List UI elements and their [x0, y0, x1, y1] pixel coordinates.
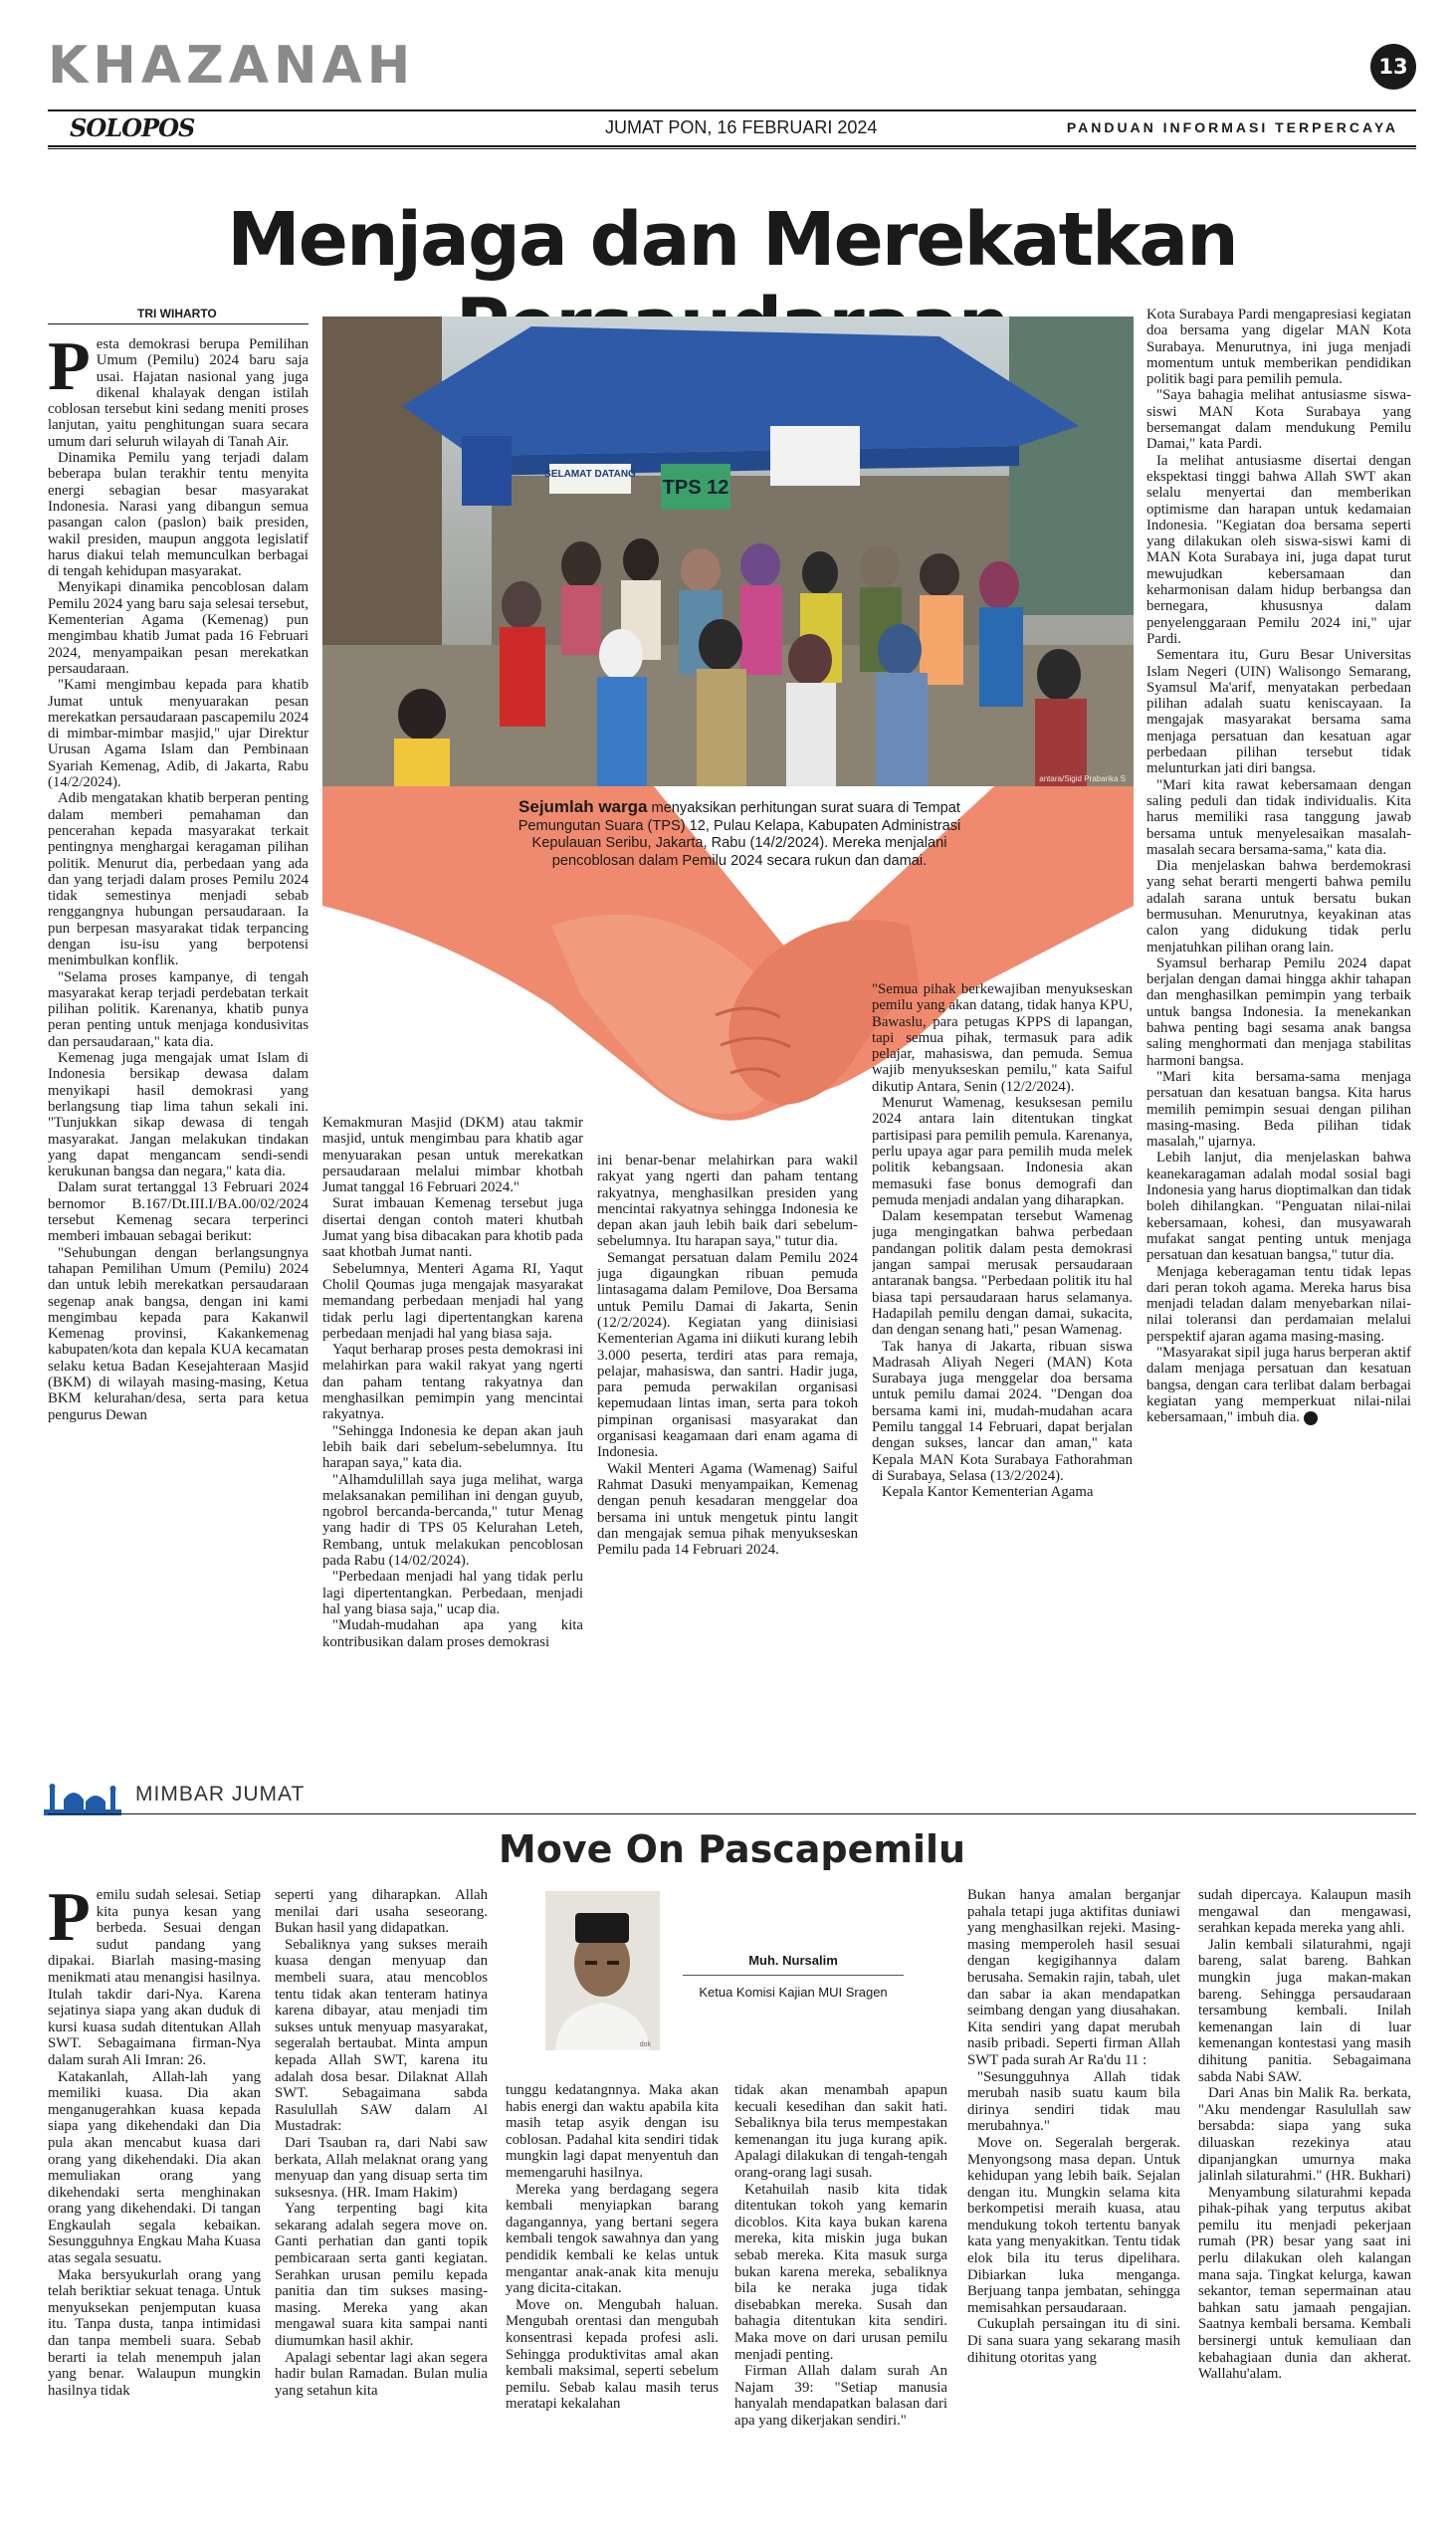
- paragraph: Cukuplah persaingan itu di sini. Di sana suara yang sekarang masih dihitung otoritas yang: [967, 2316, 1180, 2366]
- paragraph: Move on. Mengubah haluan. Mengubah orentasi dan mengubah konsentrasi kepada profesi asli. Sehingga produktivitas amal akan kembali maksimal, seperti sebelum pemilu. Sebab kalau masih terus meratapi kekalahan: [506, 2296, 719, 2413]
- paragraph: esta demokrasi berupa Pemilihan Umum (Pemilu) 2024 baru saja usai. Hajatan nasional yang juga dikenal khalayak dengan istilah coblosan tersebut kini sedang meniti proses lanjutan, yaitu penghitungan suara secara umum dari seluruh wilayah di Tanah Air.: [48, 336, 309, 450]
- paragraph: "Sehingga Indonesia ke depan akan jauh lebih baik dari sebelum-sebelumnya. Itu harapan saya," kata dia.: [322, 1422, 583, 1472]
- paragraph: Dinamika Pemilu yang terjadi dalam beberapa bulan terakhir tentu menyita energi sebagian besar masyarakat Indonesia. Narasi yang dibangun semua pasangan calon (paslon) baik presiden, wakil presiden, maupun anggota legislatif harus diakui telah memunculkan berbagai di tengah kehidupan masyarakat.: [48, 450, 309, 580]
- author-role: Ketua Komisi Kajian MUI Sragen: [699, 1985, 888, 2000]
- sign-welcome-text: SELAMAT DATANG: [544, 469, 636, 480]
- section-rule: [48, 1813, 1416, 1814]
- column2-text-1: [48, 1887, 261, 2524]
- paragraph: Yang terpenting bagi kita sekarang adalah segera move on. Ganti perhatian dan ganti topik pembicaraan serta ganti kegiatan. Serahkan urusan pemilu kepada panitia dan tim sukses masing-masing. Mereka yang akan mengawal suara kita sampai nanti diumumkan hasil akhir.: [275, 2201, 488, 2350]
- masthead-double-rule: [48, 145, 1416, 149]
- paragraph: "Selama proses kampanye, di tengah masyarakat kerap terjadi perdebatan terkait pilihan politik. Karenanya, khatib punya peran penting untuk menjaga kondusivitas dan persaudaraan," kata dia.: [48, 968, 309, 1050]
- paragraph: Wakil Menteri Agama (Wamenag) Saiful Rahmat Dasuki menyampaikan, Kemenag dengan penuh kesadaran menggelar doa bersama ini untuk mengetuk pintu langit dan mengajak semua pihak menyukseskan Pemilu pada 14 Februari 2024.: [597, 1460, 858, 1559]
- mosque-skyline-icon: [44, 1780, 121, 1815]
- paragraph: Menurut Wamenag, kesuksesan pemilu 2024 antara lain ditentukan tingkat partisipasi para pemilih pemula. Karenanya, perlu upaya agar para pemilih muda melek politik kebangsaan. Indonesia akan memasuki fase bonus demografi dan pemuda menjadi andalan yang diharapkan.: [872, 1095, 1133, 1208]
- photo-credit: antara/Sigid Prabarika S: [1039, 774, 1126, 783]
- paragraph: Maka bersyukurlah orang yang telah beriktiar sekuat tenaga. Untuk menyuksekan penjemputan kuasa itu. Tanpa dusta, tanpa intimidasi dan tanpa membeli suara. Sebab berarti ia telah menempuh jalan yang benar. Walaupun mungkin hasilnya tidak: [48, 2266, 261, 2399]
- paragraph: Dia menjelaskan bahwa berdemokrasi yang sehat berarti mengerti bahwa pemilu adalah sarana untuk bersatu bukan bermusuhan. Menurutnya, keyakinan atas calon yang didukung tidak perlu menjatuhkan pilihan orang lain.: [1146, 858, 1411, 956]
- paragraph: Tak hanya di Jakarta, ribuan siswa Madrasah Aliyah Negeri (MAN) Kota Surabaya juga menggelar doa bersama untuk pemilu damai 2024. "Dengan doa bersama kami ini, mudah-mudahan acara Pemilu tanggal 14 Februari, dapat berjalan dengan sukses, lancar dan aman," kata Kepala MAN Kota Surabaya Fathorahman di Surabaya, Selasa (13/2/2024).: [872, 1338, 1133, 1484]
- mimbar-section-label: MIMBAR JUMAT: [135, 1783, 306, 1805]
- paragraph: Apalagi sebentar lagi akan segera hadir bulan Ramadan. Bulan mulia yang setahun kita: [275, 2349, 488, 2399]
- caption-text: menyaksikan perhitungan surat suara di Tempat Pemungutan Suara (TPS) 12, Pulau Kelapa, Kabupaten Administrasi Kepulauan Seribu, Jakarta, Rabu (14/2/2024). Mereka menjalani pencoblosan dalam Pemilu 2024 secara rukun dan damai.: [518, 800, 961, 869]
- paragraph: Katakanlah, Allah-lah yang memiliki kuasa. Dia akan menganugerahkan kuasa kepada siapa yang dikehendaki dan Dia pula akan mencabut kuasa dari orang yang dikehendaki. Dia akan memuliakan orang yang dikehendaki serta menghinakan orang yang dikehendaki. Di tangan Engkaulah segala kebaikan. Sesungguhnya Engkau Maha Kuasa atas segala sesuatu.: [48, 2068, 261, 2267]
- paragraph: Lebih lanjut, dia menjelaskan bahwa keanekaragaman adalah modal sosial bagi Indonesia yang harus dioptimalkan dan tidak boleh dihilangkan. "Penguatan nilai-nilai kebersamaan, kohesi, dan musyawarah mufakat sangat penting untuk menjaga persatuan dan kesatuan bangsa," tutur dia.: [1146, 1150, 1411, 1264]
- paragraph: Ia melihat antusiasme disertai dengan ekspektasi tinggi bahwa Allah SWT akan selalu menyertai dan memberikan optimisme dan harapan untuk kedamaian Indonesia. "Kegiatan doa bersama seperti yang dilakukan oleh siswa-siswi kami di MAN Kota Surabaya ini, juga dapat turut mewujudkan kebersamaan dan keharmonisan dalam hidup berbangsa dan bernegara, khususnya dalam penyelenggaraan Pemilu 2024 ini," ujar Pardi.: [1146, 452, 1411, 647]
- paragraph: Mereka yang berdagang segera kembali menyiapkan barang dagangannya, yang bertani segera kembali tengok sawahnya dan yang pendidik kembali ke kelas untuk mengantar anak-anak kita menuju yang dicita-citakan.: [506, 2181, 719, 2297]
- column2-text-6: [1198, 1887, 1411, 2524]
- paragraph: Syamsul berharap Pemilu 2024 dapat berjalan dengan damai hingga akhir tahapan dan menghasilkan pemimpin yang terbaik untuk bangsa Indonesia. Ia menekankan bahwa penting bagi sesama anak bangsa saling menghormati dan menjaga stabilitas harmoni bangsa.: [1146, 955, 1411, 1069]
- byline: TRI WIHARTO: [137, 307, 217, 320]
- paragraph: Adib mengatakan khatib berperan penting dalam memberi pemahaman dan pencerahan kepada masyarakat terkait pentingnya menghargai keragaman pilihan politik. Menurut dia, perbedaan yang ada dan yang terjadi dalam proses Pemilu 2024 tidak semestinya menjadi sebab renggangnya hubungan persaudaraan. Ia pun berpesan masyarakat tidak terpancing dengan isu-isu yang berpotensi menimbulkan konflik.: [48, 790, 309, 969]
- paragraph: "Mari kita rawat kebersamaan dengan saling peduli dan tidak individualis. Kita harus memiliki rasa tanggung jawab bersama untuk menyelesaikan masalah-masalah secara bersama-sama," kata dia.: [1146, 776, 1411, 858]
- paragraph: "Saya bahagia melihat antusiasme siswa-siswi MAN Kota Surabaya yang bersemangat dalam mendukung Pemilu Damai," kata Pardi.: [1146, 387, 1411, 453]
- paragraph: Kota Surabaya Pardi mengapresiasi kegiatan doa bersama yang digelar MAN Kota Surabaya. Menurutnya, ini juga menjadi momentum untuk memberikan pendidikan politik bagi para pemilih pemula.: [1146, 307, 1411, 388]
- news-photo-tps: [322, 317, 1134, 786]
- paragraph: Menyikapi dinamika pencoblosan dalam Pemilu 2024 yang baru saja selesai tersebut, Kementerian Agama (Kemenag) pun mengimbau khatib Jumat pada 16 Februari 2024, menyampaikan pesan merekatkan persaudaraan.: [48, 579, 309, 677]
- column2-text-4: [734, 2082, 947, 2524]
- paragraph: "Sesungguhnya Allah tidak merubah nasib suatu kaum bila dirinya sendiri tidak mau merubahnya.": [967, 2068, 1180, 2135]
- masthead: [48, 36, 1416, 153]
- article-column-4: [872, 981, 1133, 1760]
- section-title: KHAZANAH: [48, 36, 416, 96]
- drop-cap: P: [48, 1887, 91, 1956]
- photo-caption: [503, 798, 976, 870]
- page-number-badge: 13: [1370, 44, 1416, 90]
- tagline: PANDUAN INFORMASI TERPERCAYA: [1066, 119, 1398, 135]
- paragraph: Kemakmuran Masjid (DKM) atau takmir masjid, untuk mengimbau para khatib agar menyuarakan pesan untuk merekatkan persaudaraan melalui mimbar khotbah Jumat tanggal 16 Februari 2024.": [322, 1115, 583, 1196]
- paragraph: "Mudah-mudahan apa yang kita kontribusikan dalam proses demokrasi: [322, 1617, 583, 1650]
- paragraph: Surat imbauan Kemenag tersebut juga disertai dengan contoh materi khutbah Jumat yang bisa dibacakan para khotib pada saat khotbah Jumat nanti.: [322, 1195, 583, 1261]
- paragraph: "Kami mengimbau kepada para khatib Jumat untuk menyuarakan pesan merekatkan persaudaraan pascapemilu 2024 di mimbar-mimbar masjid," ujar Direktur Urusan Agama Islam dan Pembinaan Syariah Kemenag, Adib, di Jakarta, Rabu (14/2/2024).: [48, 677, 309, 791]
- tps-crowd-photo: [322, 317, 1134, 786]
- paragraph: Kepala Kantor Kementerian Agama: [882, 1484, 1094, 1501]
- article-column-5: [1146, 307, 1411, 1760]
- column2-text-3: [506, 2082, 719, 2524]
- column2-text-2: [275, 1887, 488, 2524]
- author-rule: [683, 1975, 904, 1976]
- paragraph: "Alhamdulillah saya juga melihat, warga melaksanakan pemilihan ini dengan guyub, ngobrol bercanda-bercanda," tutur Menag yang hadir di TPS 05 Kelurahan Leteh, Rembang, untuk melakukan pencoblosan pada Rabu (14/02/2024).: [322, 1471, 583, 1570]
- paragraph: Dari Tsauban ra, dari Nabi saw berkata, Allah melaknat orang yang menyuap dan yang disuap serta tim suksesnya. (HR. Imam Hakim): [275, 2134, 488, 2201]
- article-column-1: [48, 336, 309, 1760]
- paragraph: "Perbedaan menjadi hal yang tidak perlu lagi dipertentangkan. Perbedaan, menjadi hal yang biasa saja," ucap dia.: [322, 1569, 583, 1617]
- paragraph: "Semua pihak berkewajiban menyukseskan pemilu yang akan datang, tidak hanya KPU, Bawaslu, para petugas KPPS di lapangan, tapi semua pihak, termasuk para adik pelajar, mahasiswa, dan pemuda. Semua wajib menyukseskan pemilu," kata Saiful dikutip Antara, Senin (12/2/2024).: [872, 981, 1133, 1095]
- paragraph: tidak akan menambah apapun kecuali kesedihan dan sakit hati. Sebaliknya bila terus mempestakan kemenangan itu juga kurang apik. Apalagi dilakukan di tengah-tengah orang-orang lagi susah.: [734, 2082, 947, 2181]
- author-portrait: [545, 1891, 660, 2050]
- column2-text-5: [967, 1887, 1180, 2524]
- drop-cap: P: [48, 336, 91, 405]
- sign-tps-text: TPS 12: [662, 477, 729, 499]
- portrait-credit: dok: [639, 2041, 651, 2048]
- paragraph: Jalin kembali silaturahmi, ngaji bareng, salat bareng. Bahkan mungkin juga makan-makan bareng. Sehingga persaudaraan tersambung kembali. Inilah kemenangan lain di luar kemenangan kontestasi yang masih dihitung panitia. Sebagaimana sabda Nabi SAW.: [1198, 1936, 1411, 2085]
- paragraph: Dari Anas bin Malik Ra. berkata, "Aku mendengar Rasulullah saw bersabda: siapa yang suka diluaskan rezekinya atau dipanjangkan umurnya maka jalinlah silaturahmi." (HR. Bukhari): [1198, 2085, 1411, 2185]
- masthead-rule: [48, 109, 1416, 111]
- paragraph: "Mari kita bersama-sama menjaga persatuan dan kesatuan bangsa. Kita harus memilih pemimpin sesuai dengan pilihan masing-masing. Beda pilihan tidak masalah," ujarnya.: [1146, 1068, 1411, 1151]
- paragraph: Sementara itu, Guru Besar Universitas Islam Negeri (UIN) Walisongo Semarang, Syamsul Ma'arif, menyatakan perbedaan pilihan adalah suatu keniscayaan. Ia mengajak masyarakat bersama sama menjaga persatuan dan kesatuan agar perbedaan pilihan tersebut tidak melunturkan jati diri bangsa.: [1146, 647, 1411, 777]
- paragraph: sudah dipercaya. Kalaupun masih mengawal dan mengawasi, serahkan kepada mereka yang ahli.: [1198, 1887, 1411, 1937]
- byline-rule: [48, 323, 309, 324]
- paragraph: Ketahuilah nasib kita tidak ditentukan tokoh yang kemarin dicoblos. Kita kaya bukan karena mereka, kita miskin juga bukan sebab mereka. Kita masuk surga bukan karena mereka, sebaliknya bila ke neraka juga tidak disebabkan mereka. Susah dan bahagia ditentukan kita sendiri. Maka move on dari urusan pemilu menjadi penting.: [734, 2181, 947, 2363]
- paragraph: "Masyarakat sipil juga harus berperan aktif dalam menjaga persatuan dan kesatuan bangsa, dengan cara terlibat dalam berbagai kegiatan yang memperkuat nilai-nilai kebersamaan," imbuh dia.: [1146, 1345, 1411, 1426]
- paragraph: Bukan hanya amalan berganjar pahala tetapi juga aktifitas duniawi yang menghasilkan rejeki. Masing-masing memperoleh hasil sesuai dengan kegigihannya dalam berusaha. Semakin rajin, tabah, ulet dan sabar ia akan mendapatkan seimbang dengan yang diusahakan. Kita sendiri yang dapat merubah nasib pribadi. Seperti firman Allah SWT pada surah Ar Ra'du 11 :: [967, 1887, 1180, 2068]
- article-column-2: [322, 1115, 583, 1760]
- paragraph: Sebelumnya, Menteri Agama RI, Yaqut Cholil Qoumas juga mengajak masyarakat memandang perbedaan menjadi hal yang tidak perlu lagi dipertentangkan karena perbedaan menjadi hal yang biasa saja.: [322, 1260, 583, 1342]
- article-headline: Menjaga dan Merekatkan: [227, 197, 1237, 283]
- paragraph: Firman Allah dalam surah An Najam 39: "Setiap manusia hanyalah mendapatkan balasan dari apa yang dikerjakan sendiri.": [734, 2363, 947, 2429]
- paragraph: Semangat persatuan dalam Pemilu 2024 juga digaungkan ribuan pemuda lintasagama dalam Pemilove, Doa Bersama untuk Pemilu Damai di Jakarta, Senin (12/2/2024). Kegiatan yang diinisiasi Kementerian Agama ini diikuti kurang lebih 3.000 peserta, terdiri atas para remaja, pelajar, mahasiswa, dan santri. Hadir juga, para pemuda perwakilan organisasi kepemudaan lintas iman, serta para tokoh pimpinan organisasi masyarakat dan organisasi keagamaan dari enam agama di Indonesia.: [597, 1249, 858, 1461]
- paragraph: "Sehubungan dengan berlangsungnya tahapan Pemilihan Umum (Pemilu) 2024 dan untuk lebih merekatkan persaudaraan segenap anak bangsa, dengan ini kami mengimbau kepada para Kakanwil Kemenag provinsi, Kakankemenag kabupaten/kota dan kepala KUA kecamatan selaku ketua Badan Kesejahteraan Masjid (BKM) di wilayah masing-masing, Ketua BKM kelurahan/desa, serta para ketua pengurus Dewan: [48, 1244, 309, 1423]
- paragraph: Menjaga keberagaman tentu tidak lepas dari peran tokoh agama. Mereka harus bisa menjadi teladan dalam menyebarkan nilai-nilai toleransi dan perdamaian melalui perspektif ajaran agama masing-masing.: [1146, 1263, 1411, 1345]
- paragraph: Dalam surat tertanggal 13 Februari 2024 bernomor B.167/Dt.III.I/BA.00/02/2024 tersebut Kemenag secara terperinci memberi imbauan sebagai berikut:: [48, 1179, 309, 1245]
- caption-lead: Sejumlah warga: [519, 797, 648, 816]
- newspaper-logo: SOLOPOS: [70, 113, 195, 142]
- paragraph: tunggu kedatangnnya. Maka akan habis energi dan waktu apabila kita masih tetap asyik dengan isu coblosan. Padahal kita sendiri tidak mungkin lagi dapat menyentuh dan memengaruhi hasilnya.: [506, 2082, 719, 2181]
- paragraph: Sebaliknya yang sukses meraih kuasa dengan menyuap dan membeli suara, atau mencoblos tentu tidak akan tenteram hatinya karena dibayar, atau menjadi tim sukses untuk menyuap masyarakat, segeralah bertaubat. Minta ampun kepada Allah SWT, karena itu adalah dosa besar. Dilaknat Allah SWT. Sebagaimana sabda Rasulullah SAW dalam Al Mustadrak:: [275, 1936, 488, 2135]
- paragraph: emilu sudah selesai. Setiap kita punya kesan yang berbeda. Sesuai dengan sudut pandang yang dipakai. Biarlah masing-masing menikmati atau menangisi hasilnya. Itulah takdir dari-Nya. Karena sejatinya siapa yang akan duduk di kursi kuasa sudah ditentukan Allah SWT. Sebagaimana firman-Nya dalam surah Ali Imran: 26.: [48, 1887, 261, 2068]
- paragraph: Yaqut berharap proses pesta demokrasi ini melahirkan para wakil rakyat yang ngerti dan paham tentang rakyatnya dan menghasilkan pemimpin yang mencintai rakyatnya.: [322, 1342, 583, 1423]
- article-column-3: [597, 1153, 858, 1760]
- paragraph: seperti yang diharapkan. Allah menilai dari usaha seseorang. Bukan hasil yang didapatkan.: [275, 1887, 488, 1937]
- paragraph: Dalam kesempatan tersebut Wamenag juga mengingatkan bahwa perbedaan pandangan politik dalam pesta demokrasi jangan sampai merusak persaudaraan antaranak bangsa. "Perbedaan politik itu hal biasa tapi persaudaraan harus selamanya. Hadapilah pemilu dengan damai, sukacita, dan dengan senang hati," pesan Wamenag.: [872, 1208, 1133, 1339]
- paragraph: ini benar-benar melahirkan para wakil rakyat yang ngerti dan paham tentang rakyatnya, menghasilkan presiden yang mencintai rakyatnya sehingga Indonesia ke depan akan jauh lebih baik dari sebelum-sebelumnya. Itu harapan saya," tutur dia.: [597, 1153, 858, 1250]
- paragraph: Menyambung silaturahmi kepada pihak-pihak yang terputus akibat pemilu itu menjadi pekerjaan rumah (PR) besar yang saat ini perlu dilakukan oleh kalangan mana saja. Tingkat kelurga, kawan sekantor, teman sepermainan atau bahkan satu jamaah pengajian. Saatnya kembali bersama. Kembali bersinergi untuk kemuliaan dan kebahagiaan dunia dan akherat. Wallahu'alam.: [1198, 2184, 1411, 2383]
- column-title: Move On Pascapemilu: [498, 1827, 966, 1871]
- paragraph: Move on. Segeralah bergerak. Menyongsong masa depan. Untuk kehidupan yang lebih baik. Sejalan dengan itu. Mungkin selama kita berkompetisi meraih kuasa, atau mendukung tokoh tertentu banyak kata yang menyakitkan. Tentu tidak elok bila itu terus dipelihara. Dibiarkan luka menganga. Berjuang tanpa jembatan, sehingga memisahkan persaudaraan.: [967, 2134, 1180, 2316]
- author-name: Muh. Nursalim: [748, 1953, 838, 1968]
- end-mark-icon: [1304, 1411, 1318, 1425]
- issue-date: JUMAT PON, 16 FEBRUARI 2024: [605, 117, 878, 137]
- paragraph: Kemenag juga mengajak umat Islam di Indonesia bersikap dewasa dalam menyikapi hasil demokrasi yang berlangsung tiap lima tahun sekali ini. "Tunjukkan sikap dewasa di tengah masyarakat. Jangan melakukan tindakan yang dapat mengancam sendi-sendi kerukunan bangsa dan negara," kata dia.: [48, 1050, 309, 1180]
